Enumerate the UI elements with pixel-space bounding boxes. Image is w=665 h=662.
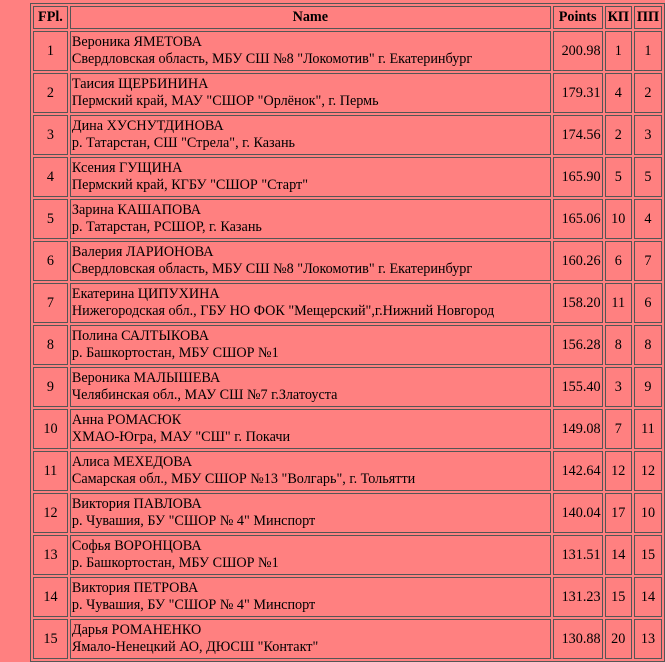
points-cell: 179.31: [553, 73, 603, 113]
athlete-club: Свердловская область, МБУ СШ №8 "Локомотив" г. Екатеринбург: [71, 261, 473, 277]
name-cell: [70, 241, 551, 281]
name-cell: [70, 325, 551, 365]
points-cell: 130.88: [553, 619, 603, 659]
pp-cell: 3: [634, 115, 662, 155]
place-cell: 4: [33, 157, 68, 197]
points-cell: 131.51: [553, 535, 603, 575]
pp-cell: 8: [634, 325, 662, 365]
athlete-club: Челябинская обл., МАУ СШ №7 г.Златоуста: [71, 387, 338, 403]
place-cell: 2: [33, 73, 68, 113]
column-header-points: Points: [553, 6, 603, 29]
column-header-kp: КП: [605, 6, 632, 29]
name-cell: [70, 115, 551, 155]
athlete-club: Свердловская область, МБУ СШ №8 "Локомотив" г. Екатеринбург: [71, 51, 473, 67]
place-cell: 9: [33, 367, 68, 407]
place-cell: 5: [33, 199, 68, 239]
athlete-name: Валерия ЛАРИОНОВА: [71, 244, 214, 260]
kp-cell: 11: [605, 283, 632, 323]
name-cell: [70, 493, 551, 533]
kp-cell: 12: [605, 451, 632, 491]
athlete-club: р. Татарстан, РСШОР, г. Казань: [71, 219, 262, 235]
kp-cell: 7: [605, 409, 632, 449]
athlete-club: Ямало-Ненецкий АО, ДЮСШ "Контакт": [71, 639, 319, 655]
place-cell: 15: [33, 619, 68, 659]
pp-cell: 4: [634, 199, 662, 239]
results-body: [33, 31, 662, 659]
points-cell: 158.20: [553, 283, 603, 323]
pp-cell: 15: [634, 535, 662, 575]
name-cell: [70, 535, 551, 575]
table-row: [33, 283, 662, 323]
place-cell: 1: [33, 31, 68, 71]
name-cell: [70, 157, 551, 197]
athlete-name: Таисия ЩЕРБИНИНА: [71, 76, 209, 92]
name-cell: [70, 73, 551, 113]
points-cell: 155.40: [553, 367, 603, 407]
column-header-name: Name: [70, 6, 551, 29]
name-cell: [70, 367, 551, 407]
athlete-name: Софья ВОРОНЦОВА: [71, 538, 202, 554]
athlete-name: Алиса МЕХЕДОВА: [71, 454, 193, 470]
athlete-name: Виктория ПАВЛОВА: [71, 496, 202, 512]
place-cell: 12: [33, 493, 68, 533]
pp-cell: 10: [634, 493, 662, 533]
kp-cell: 2: [605, 115, 632, 155]
points-cell: 156.28: [553, 325, 603, 365]
table-row: [33, 73, 662, 113]
athlete-club: Самарская обл., МБУ СШОР №13 "Волгарь", г. Тольятти: [71, 471, 416, 487]
athlete-name: Виктория ПЕТРОВА: [71, 580, 199, 596]
pp-cell: 11: [634, 409, 662, 449]
pp-cell: 6: [634, 283, 662, 323]
name-cell: [70, 409, 551, 449]
pp-cell: 2: [634, 73, 662, 113]
points-cell: 142.64: [553, 451, 603, 491]
kp-cell: 8: [605, 325, 632, 365]
athlete-club: р. Татарстан, СШ "Стрела", г. Казань: [71, 135, 296, 151]
table-row: [33, 493, 662, 533]
place-cell: 10: [33, 409, 68, 449]
points-cell: 140.04: [553, 493, 603, 533]
place-cell: 6: [33, 241, 68, 281]
table-row: [33, 325, 662, 365]
table-row: [33, 619, 662, 659]
header-row: [33, 6, 662, 29]
place-cell: 8: [33, 325, 68, 365]
kp-cell: 5: [605, 157, 632, 197]
athlete-club: р. Башкортостан, МБУ СШОР №1: [71, 345, 279, 361]
table-row: [33, 367, 662, 407]
points-cell: 149.08: [553, 409, 603, 449]
athlete-name: Полина САЛТЫКОВА: [71, 328, 209, 344]
kp-cell: 4: [605, 73, 632, 113]
name-cell: [70, 199, 551, 239]
place-cell: 13: [33, 535, 68, 575]
athlete-name: Ксения ГУЩИНА: [71, 160, 183, 176]
pp-cell: 1: [634, 31, 662, 71]
results-table: [30, 3, 665, 662]
column-header-pp: ПП: [634, 6, 662, 29]
table-row: [33, 199, 662, 239]
kp-cell: 10: [605, 199, 632, 239]
kp-cell: 15: [605, 577, 632, 617]
athlete-name: Дарья РОМАНЕНКО: [71, 622, 202, 638]
table-row: [33, 115, 662, 155]
table-row: [33, 409, 662, 449]
kp-cell: 20: [605, 619, 632, 659]
name-cell: [70, 31, 551, 71]
athlete-name: Зарина КАШАПОВА: [71, 202, 202, 218]
athlete-name: Анна РОМАСЮК: [71, 412, 182, 428]
pp-cell: 9: [634, 367, 662, 407]
pp-cell: 14: [634, 577, 662, 617]
name-cell: [70, 577, 551, 617]
place-cell: 3: [33, 115, 68, 155]
kp-cell: 1: [605, 31, 632, 71]
athlete-club: Пермский край, МАУ "СШОР "Орлёнок", г. Пермь: [71, 93, 379, 109]
table-row: [33, 157, 662, 197]
points-cell: 165.06: [553, 199, 603, 239]
athlete-club: р. Башкортостан, МБУ СШОР №1: [71, 555, 279, 571]
athlete-name: Вероника МАЛЫШЕВА: [71, 370, 221, 386]
athlete-club: р. Чувашия, БУ "СШОР № 4" Минспорт: [71, 597, 316, 613]
name-cell: [70, 619, 551, 659]
athlete-club: р. Чувашия, БУ "СШОР № 4" Минспорт: [71, 513, 316, 529]
place-cell: 7: [33, 283, 68, 323]
athlete-name: Вероника ЯМЕТОВА: [71, 34, 202, 50]
athlete-club: ХМАО-Югра, МАУ "СШ" г. Покачи: [71, 429, 291, 445]
table-row: [33, 451, 662, 491]
kp-cell: 3: [605, 367, 632, 407]
pp-cell: 7: [634, 241, 662, 281]
points-cell: 131.23: [553, 577, 603, 617]
points-cell: 165.90: [553, 157, 603, 197]
athlete-club: Нижегородская обл., ГБУ НО ФОК "Мещерский",г.Нижний Новгород: [71, 303, 495, 319]
place-cell: 11: [33, 451, 68, 491]
name-cell: [70, 451, 551, 491]
table-row: [33, 241, 662, 281]
kp-cell: 6: [605, 241, 632, 281]
pp-cell: 12: [634, 451, 662, 491]
table-row: [33, 577, 662, 617]
athlete-club: Пермский край, КГБУ "СШОР "Старт": [71, 177, 308, 193]
pp-cell: 13: [634, 619, 662, 659]
kp-cell: 17: [605, 493, 632, 533]
table-row: [33, 535, 662, 575]
name-cell: [70, 283, 551, 323]
place-cell: 14: [33, 577, 68, 617]
table-row: [33, 31, 662, 71]
points-cell: 200.98: [553, 31, 603, 71]
column-header-place: FPl.: [33, 6, 68, 29]
athlete-name: Дина ХУСНУТДИНОВА: [71, 118, 224, 134]
points-cell: 160.26: [553, 241, 603, 281]
kp-cell: 14: [605, 535, 632, 575]
athlete-name: Екатерина ЦИПУХИНА: [71, 286, 220, 302]
points-cell: 174.56: [553, 115, 603, 155]
pp-cell: 5: [634, 157, 662, 197]
